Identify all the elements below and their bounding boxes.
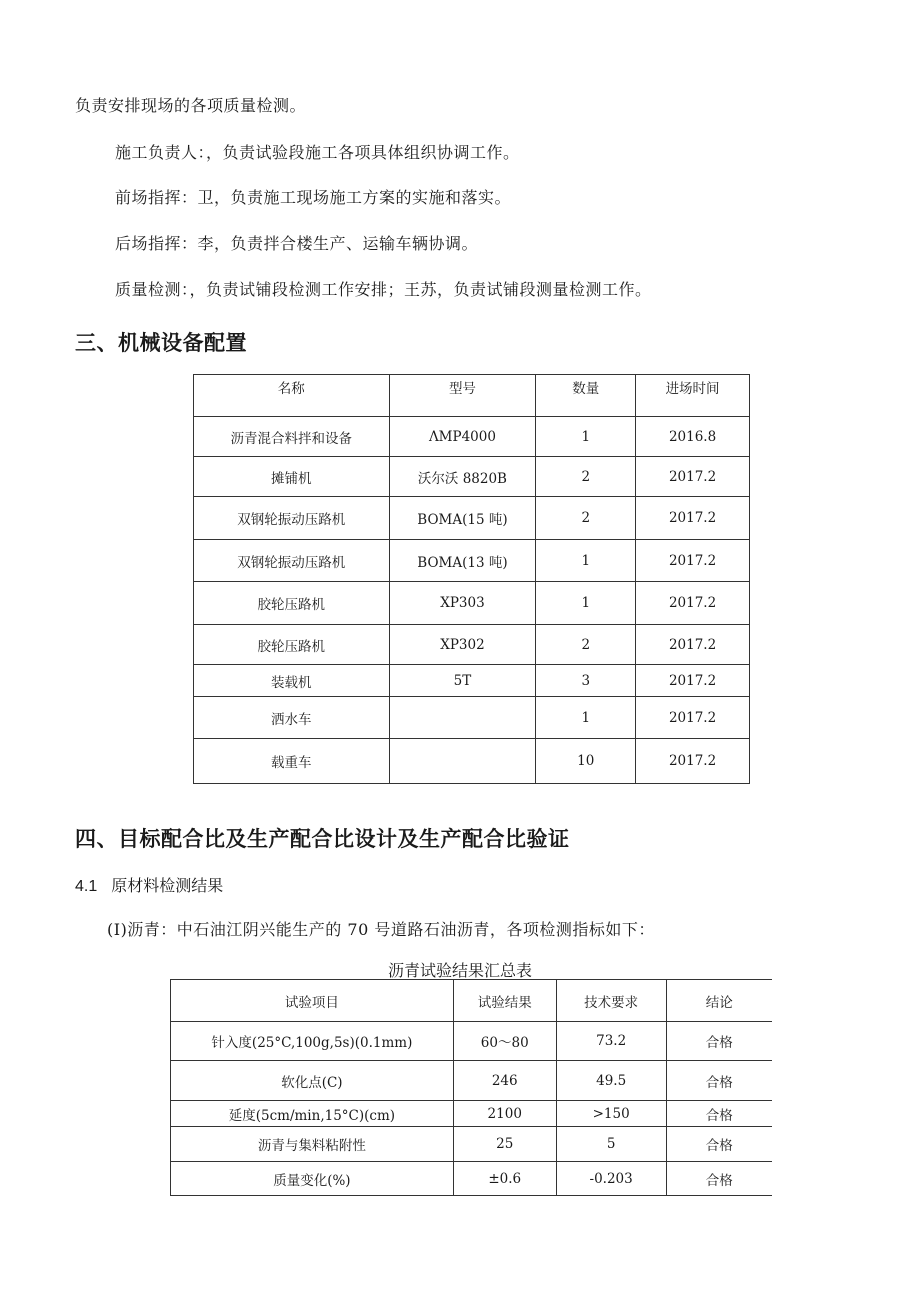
- table-cell: [389, 697, 536, 739]
- table-row: [194, 540, 750, 582]
- table-cell: >150: [556, 1101, 666, 1127]
- table-cell: 合格: [666, 1022, 772, 1061]
- header-cell: 型号: [389, 375, 536, 417]
- table-cell: 73.2: [556, 1022, 666, 1061]
- table-cell: 246: [453, 1061, 556, 1101]
- table-cell: 2017.2: [636, 665, 750, 697]
- table-cell: 2: [536, 457, 636, 497]
- equipment-table: [193, 374, 750, 784]
- header-cell: 结论: [666, 980, 772, 1022]
- table-row: [194, 417, 750, 457]
- subsection-4-1-heading: [75, 873, 223, 896]
- table-cell: 1: [536, 540, 636, 582]
- header-cell: 名称: [194, 375, 390, 417]
- header-cell: 试验结果: [453, 980, 556, 1022]
- table-row: [194, 582, 750, 625]
- table-row: [194, 625, 750, 665]
- table-cell: 胶轮压路机: [194, 625, 390, 665]
- table-cell: 沥青混合料拌和设备: [194, 417, 390, 457]
- table-cell: 双钢轮振动压路机: [194, 497, 390, 540]
- table-cell: 2017.2: [636, 582, 750, 625]
- table-cell: [389, 739, 536, 784]
- table-cell: 2017.2: [636, 540, 750, 582]
- header-cell: 进场时间: [636, 375, 750, 417]
- table-cell: 针入度(25°C,100g,5s)(0.1mm): [171, 1022, 454, 1061]
- table-cell: 2017.2: [636, 739, 750, 784]
- table-cell: 延度(5cm/min,15°C)(cm): [171, 1101, 454, 1127]
- subsection-title: 原材料检测结果: [111, 876, 224, 895]
- table-cell: XP303: [389, 582, 536, 625]
- table-cell: 2017.2: [636, 625, 750, 665]
- table-row: [171, 1101, 773, 1127]
- table-cell: 沃尔沃 8820B: [389, 457, 536, 497]
- table-cell: 49.5: [556, 1061, 666, 1101]
- table-cell: 合格: [666, 1061, 772, 1101]
- table-cell: XP302: [389, 625, 536, 665]
- section-3-heading: 三、机械设备配置: [75, 331, 247, 355]
- table-cell: 胶轮压路机: [194, 582, 390, 625]
- table-cell: 2100: [453, 1101, 556, 1127]
- header-cell: 数量: [536, 375, 636, 417]
- table-cell: 2017.2: [636, 697, 750, 739]
- table-cell: 5T: [389, 665, 536, 697]
- subsection-number: 4.1: [75, 878, 98, 895]
- asphalt-table-caption: 沥青试验结果汇总表: [388, 961, 533, 980]
- table-header-row: [194, 375, 750, 417]
- asphalt-results-table: [170, 979, 772, 1196]
- table-row: [194, 665, 750, 697]
- table-cell: ±0.6: [453, 1162, 556, 1196]
- table-cell: 摊铺机: [194, 457, 390, 497]
- asphalt-intro: (I)沥青：中石油江阴兴能生产的 70 号道路石油沥青，各项检测指标如下：: [107, 920, 655, 939]
- table-cell: 合格: [666, 1162, 772, 1196]
- header-cell: 试验项目: [171, 980, 454, 1022]
- table-cell: 5: [556, 1127, 666, 1162]
- table-cell: 质量变化(%): [171, 1162, 454, 1196]
- header-cell: 技术要求: [556, 980, 666, 1022]
- table-row: [194, 497, 750, 540]
- table-cell: 2017.2: [636, 497, 750, 540]
- table-cell: BOMA(15 吨): [389, 497, 536, 540]
- table-row: [171, 1127, 773, 1162]
- section-4-heading: 四、目标配合比及生产配合比设计及生产配合比验证: [75, 827, 570, 851]
- paragraph-rear-commander: 后场指挥：李，负责拌合楼生产、运输车辆协调。: [115, 234, 479, 253]
- table-cell: -0.203: [556, 1162, 666, 1196]
- table-row: [194, 739, 750, 784]
- table-cell: 10: [536, 739, 636, 784]
- table-cell: 洒水车: [194, 697, 390, 739]
- table-cell: 合格: [666, 1127, 772, 1162]
- table-row: [171, 1162, 773, 1196]
- table-cell: 合格: [666, 1101, 772, 1127]
- table-cell: 2017.2: [636, 457, 750, 497]
- table-cell: 装载机: [194, 665, 390, 697]
- table-cell: 沥青与集料粘附性: [171, 1127, 454, 1162]
- table-cell: 2: [536, 497, 636, 540]
- paragraph-front-commander: 前场指挥：卫，负责施工现场施工方案的实施和落实。: [115, 188, 512, 207]
- paragraph-quality-check: 质量检测：，负责试铺段检测工作安排；王苏，负责试铺段测量检测工作。: [115, 280, 652, 299]
- table-cell: 双钢轮振动压路机: [194, 540, 390, 582]
- table-row: [171, 1022, 773, 1061]
- table-cell: 60～80: [453, 1022, 556, 1061]
- table-row: [194, 697, 750, 739]
- table-row: [194, 457, 750, 497]
- paragraph-construction-lead: 施工负责人：，负责试验段施工各项具体组织协调工作。: [115, 143, 520, 162]
- table-cell: ΛMP4000: [389, 417, 536, 457]
- table-cell: 载重车: [194, 739, 390, 784]
- table-header-row: [171, 980, 773, 1022]
- table-row: [171, 1061, 773, 1101]
- table-cell: 25: [453, 1127, 556, 1162]
- paragraph-quality-inspection: 负责安排现场的各项质量检测。: [75, 96, 307, 115]
- table-cell: 1: [536, 582, 636, 625]
- table-cell: 软化点(C): [171, 1061, 454, 1101]
- table-cell: BOMA(13 吨): [389, 540, 536, 582]
- table-cell: 3: [536, 665, 636, 697]
- table-cell: 2016.8: [636, 417, 750, 457]
- table-cell: 1: [536, 417, 636, 457]
- table-cell: 2: [536, 625, 636, 665]
- table-cell: 1: [536, 697, 636, 739]
